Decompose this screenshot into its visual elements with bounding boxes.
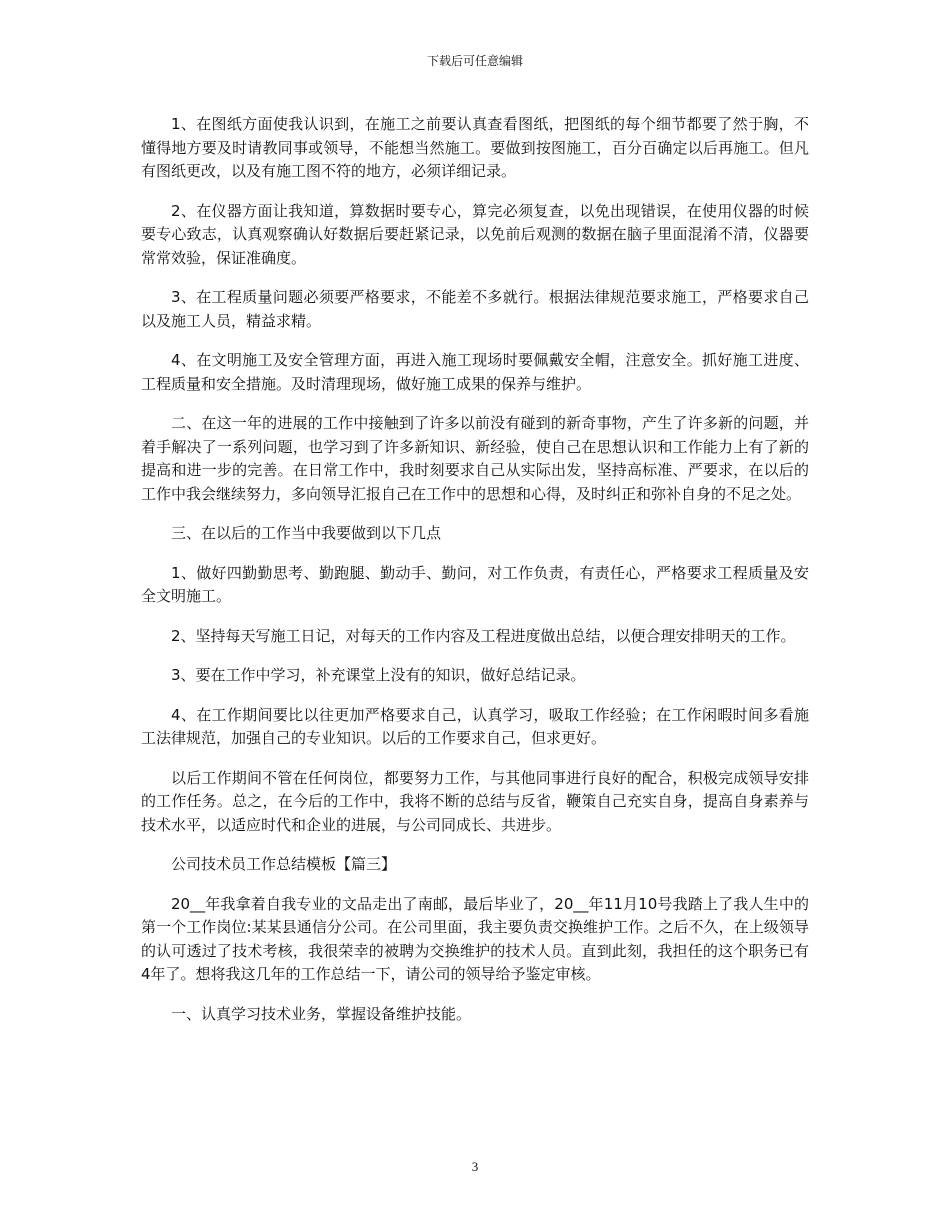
paragraph-construction-diary: 2、坚持每天写施工日记，对每天的工作内容及工程进度做出总结，以便合理安排明天的工作。 <box>171 626 796 645</box>
paragraph-section-three-heading: 三、在以后的工作当中我要做到以下几点 <box>171 524 442 542</box>
page-header: 下载后可任意编辑 <box>426 54 523 68</box>
paragraph-conclusion: 以后工作期间不管在任何岗位，都要努力工作，与其他同事进行良好的配合，积极完成领导安排的工作任务。总之，在今后的工作中，我将不断的总结与反省，鞭策自己充实自身，提高自身素养与技术水平，以适应时代和企业的进展，与公司同成长、共进步。 <box>141 768 809 834</box>
paragraph-section-two: 二、在这一年的进展的工作中接触到了许多以前没有碰到的新奇事物，产生了许多新的问题，并着手解决了一系列问题，也学习到了许多新知识、新经验，使自己在思想认识和工作能力上有了新的提高和进一步的完善。在日常工作中，我时刻要求自己从实际出发，坚持高标准、严要求，在以后的工作中我会继续努力，多向领导汇报自己在工作中的思想和心得，及时纠正和弥补自身的不足之处。 <box>141 414 809 503</box>
paragraph-template-title: 公司技术员工作总结模板【篇三】 <box>171 855 397 873</box>
paragraph-learning: 3、要在工作中学习，补充课堂上没有的知识，做好总结记录。 <box>171 666 586 684</box>
paragraph-drawing-review: 1、在图纸方面使我认识到，在施工之前要认真查看图纸，把图纸的每个细节都要了然于胸，不懂得地方要及时请教同事或领导，不能想当然施工。要做到按图施工，百分百确定以后再施工。但凡有图纸更改，以及有施工图不符的地方，必须详细记录。 <box>141 115 809 180</box>
paragraph-section-one-heading: 一、认真学习技术业务，掌握设备维护技能。 <box>171 1004 472 1023</box>
paragraph-four-diligences: 1、做好四勤勤思考、勤跑腿、勤动手、勤问，对工作负责，有责任心，严格要求工程质量及安全文明施工。 <box>141 563 809 605</box>
page-number: 3 <box>471 1159 479 1174</box>
paragraph-instrument-usage: 2、在仪器方面让我知道，算数据时要专心，算完必须复查，以免出现错误，在使用仪器的时候要专心致志，认真观察确认好数据后要赶紧记录，以免前后观测的数据在脑子里面混淆不清，仪器要常常效验，保证准确度。 <box>141 201 809 267</box>
document-body <box>141 113 809 1042</box>
paragraph-career-intro: 20__年我拿着自我专业的文品走出了南邮，最后毕业了，20__年11月10号我踏上了我人生中的第一个工作岗位:某某县通信分公司。在公司里面，我主要负责交换维护工作。之后不久，在上级领导的认可透过了技术考核，我很荣幸的被聘为交换维护的技术人员。直到此刻，我担任的这个职务已有4年了。想将我这几年的工作总结一下，请公司的领导给予鉴定审核。 <box>141 894 809 983</box>
paragraph-civilized-construction: 4、在文明施工及安全管理方面，再进入施工现场时要佩戴安全帽，注意安全。抓好施工进度、工程质量和安全措施。及时清理现场，做好施工成果的保养与维护。 <box>141 351 809 393</box>
paragraph-strict-self: 4、在工作期间要比以往更加严格要求自己，认真学习，吸取工作经验；在工作闲暇时间多看施工法律规范，加强自己的专业知识。以后的工作要求自己，但求更好。 <box>141 705 809 747</box>
paragraph-quality-requirements: 3、在工程质量问题必须要严格要求，不能差不多就行。根据法律规范要求施工，严格要求自己以及施工人员，精益求精。 <box>141 288 809 330</box>
